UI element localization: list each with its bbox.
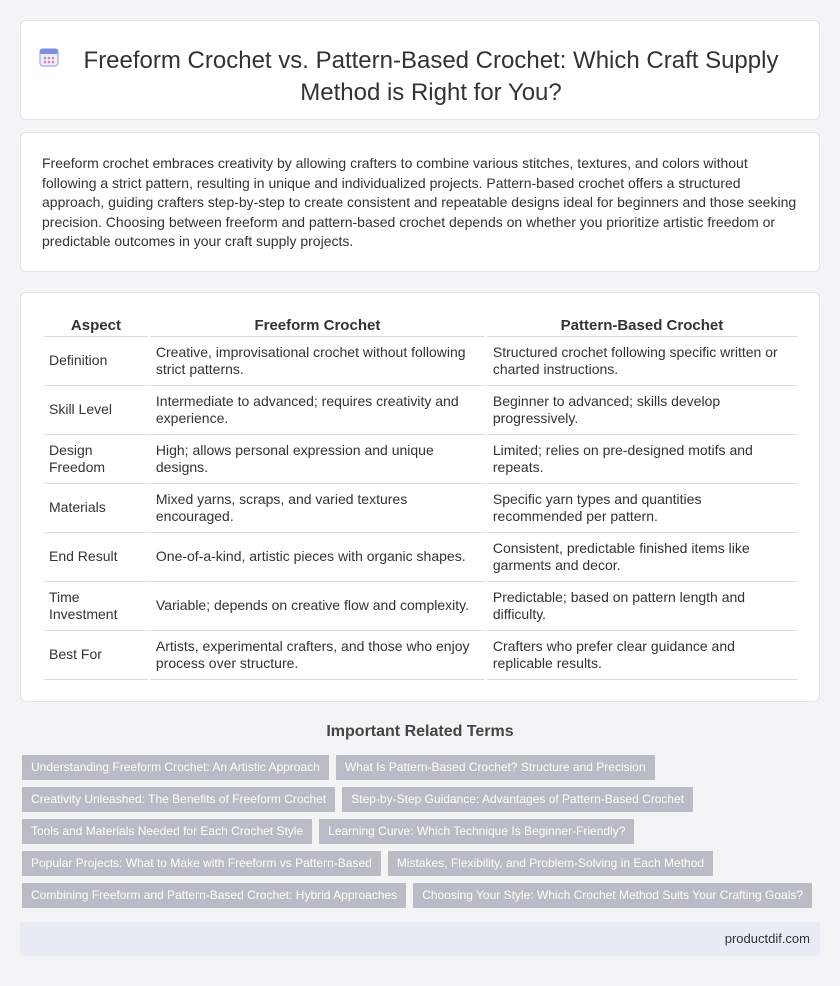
cell-pattern: Limited; relies on pre-designed motifs and repeats. <box>487 435 797 484</box>
cell-pattern: Specific yarn types and quantities recommended per pattern. <box>487 484 797 533</box>
cell-aspect: End Result <box>44 533 148 582</box>
footer-site-link[interactable]: productdif.com <box>724 931 810 946</box>
related-term-link[interactable]: Choosing Your Style: Which Crochet Method Suits Your Crafting Goals? <box>413 883 812 908</box>
cell-pattern: Predictable; based on pattern length and difficulty. <box>487 582 797 631</box>
cell-freeform: Artists, experimental crafters, and those who enjoy process over structure. <box>150 631 485 680</box>
cell-freeform: Variable; depends on creative flow and complexity. <box>150 582 485 631</box>
table-header-row <box>44 315 797 337</box>
table-row <box>44 386 797 435</box>
related-term-link[interactable]: Combining Freeform and Pattern-Based Crochet: Hybrid Approaches <box>22 883 406 908</box>
related-term-link[interactable]: Mistakes, Flexibility, and Problem-Solving in Each Method <box>388 851 713 876</box>
table-row <box>44 582 797 631</box>
cell-aspect: Materials <box>44 484 148 533</box>
cell-aspect: Time Investment <box>44 582 148 631</box>
cell-freeform: Intermediate to advanced; requires creativity and experience. <box>150 386 485 435</box>
cell-pattern: Crafters who prefer clear guidance and replicable results. <box>487 631 797 680</box>
related-term-link[interactable]: Learning Curve: Which Technique Is Beginner-Friendly? <box>319 819 634 844</box>
header-pattern: Pattern-Based Crochet <box>487 315 797 337</box>
related-term-link[interactable]: Creativity Unleashed: The Benefits of Freeform Crochet <box>22 787 335 812</box>
page-title: Freeform Crochet vs. Pattern-Based Crochet: Which Craft Supply Method is Right for You? <box>83 47 779 106</box>
related-terms-heading: Important Related Terms <box>326 723 514 740</box>
calendar-icon <box>38 46 60 68</box>
cell-freeform: One-of-a-kind, artistic pieces with organic shapes. <box>150 533 485 582</box>
header-aspect: Aspect <box>44 315 148 337</box>
footer <box>20 922 820 956</box>
cell-aspect: Best For <box>44 631 148 680</box>
cell-freeform: High; allows personal expression and unique designs. <box>150 435 485 484</box>
title-card <box>20 20 820 120</box>
header-freeform: Freeform Crochet <box>150 315 485 337</box>
cell-aspect: Definition <box>44 337 148 386</box>
related-term-link[interactable]: Step-by-Step Guidance: Advantages of Pattern-Based Crochet <box>342 787 693 812</box>
tag-row <box>22 819 822 844</box>
table-row <box>44 337 797 386</box>
cell-pattern: Consistent, predictable finished items like garments and decor. <box>487 533 797 582</box>
related-term-link[interactable]: Understanding Freeform Crochet: An Artistic Approach <box>22 755 329 780</box>
intro-paragraph: Freeform crochet embraces creativity by allowing crafters to combine various stitches, textures, and colors without following a strict pattern, resulting in unique and individualized projects. Pattern-based crochet offers a structured approach, guiding crafters step-by-step to create consistent and repeatable designs ideal for beginners and those seeking precision. Choosing between freeform and pattern-based crochet depends on whether you prioritize artistic freedom or predictable outcomes in your craft supply projects. <box>42 155 797 249</box>
related-terms-list <box>22 755 822 915</box>
table-row <box>44 435 797 484</box>
intro-card <box>20 132 820 272</box>
cell-freeform: Creative, improvisational crochet without following strict patterns. <box>150 337 485 386</box>
tag-row <box>22 787 822 812</box>
table-row <box>44 484 797 533</box>
tag-row <box>22 883 822 908</box>
tag-row <box>22 851 822 876</box>
related-term-link[interactable]: What Is Pattern-Based Crochet? Structure and Precision <box>336 755 655 780</box>
cell-aspect: Skill Level <box>44 386 148 435</box>
tag-row <box>22 755 822 780</box>
cell-freeform: Mixed yarns, scraps, and varied textures encouraged. <box>150 484 485 533</box>
related-term-link[interactable]: Tools and Materials Needed for Each Crochet Style <box>22 819 312 844</box>
comparison-table <box>42 315 799 680</box>
table-row <box>44 631 797 680</box>
cell-pattern: Beginner to advanced; skills develop progressively. <box>487 386 797 435</box>
cell-aspect: Design Freedom <box>44 435 148 484</box>
comparison-card <box>20 292 820 702</box>
cell-pattern: Structured crochet following specific written or charted instructions. <box>487 337 797 386</box>
table-row <box>44 533 797 582</box>
related-term-link[interactable]: Popular Projects: What to Make with Freeform vs Pattern-Based <box>22 851 381 876</box>
